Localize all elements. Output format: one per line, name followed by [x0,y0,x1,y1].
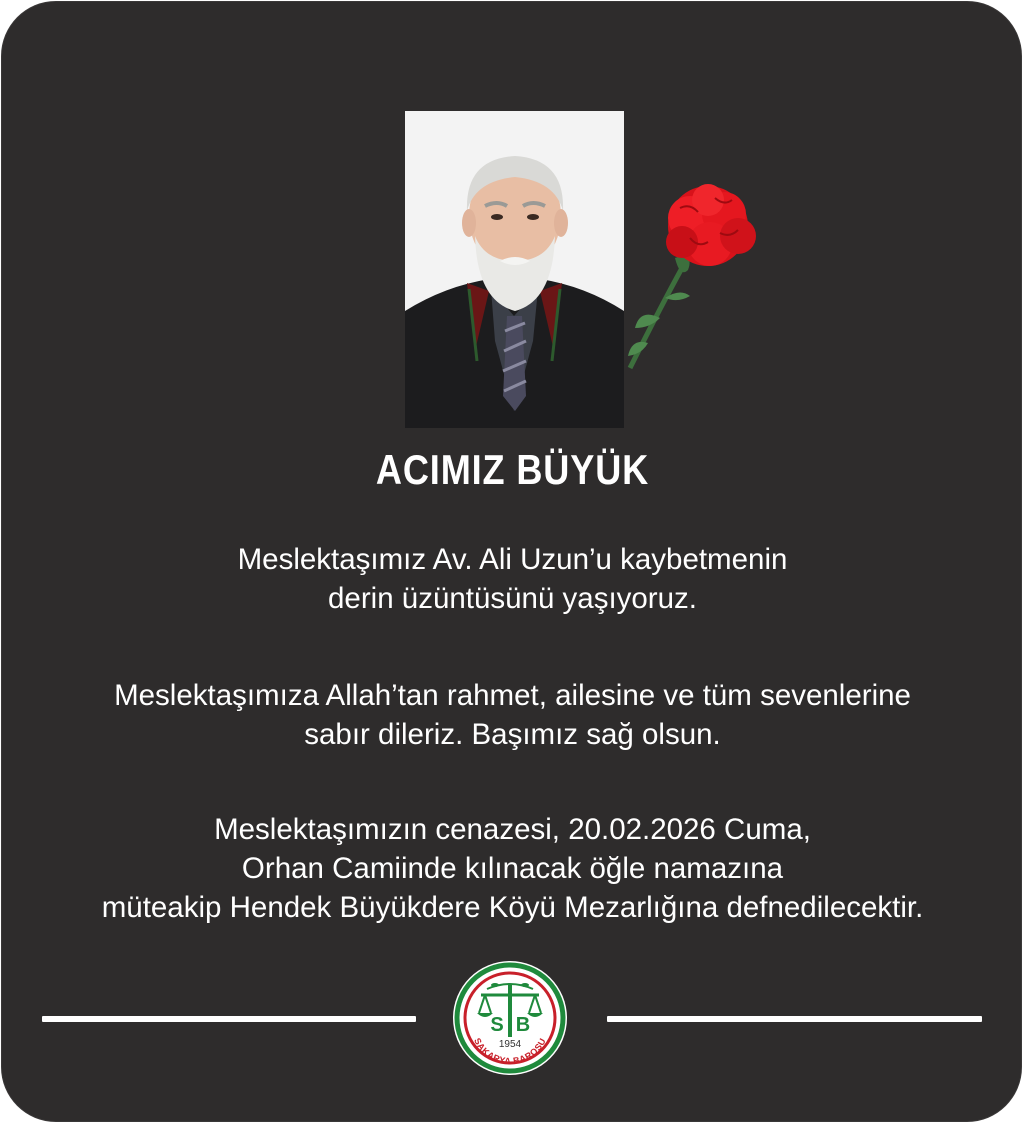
message-line: Meslektaşımız Av. Ali Uzun’u kaybetmenin [237,543,788,576]
divider-right [607,1016,982,1022]
message-line: müteakip Hendek Büyükdere Köyü Mezarlığına defnedilecektir. [101,891,924,924]
svg-text:B: B [515,1014,531,1036]
portrait-photo [405,111,624,428]
divider-left [42,1016,416,1022]
message-paragraph-1 [0,540,1025,618]
message-line: Meslektaşımıza Allah’tan rahmet, ailesine ve tüm sevenlerine [114,679,911,712]
message-paragraph-3 [0,810,1025,927]
svg-text:S: S [490,1014,504,1036]
message-paragraph-2 [0,676,1025,754]
message-line: Meslektaşımızın cenazesi, 20.02.2026 Cuma, [214,813,811,846]
message-line: derin üzüntüsünü yaşıyoruz. [328,582,697,615]
message-line: Orhan Camiinde kılınacak öğle namazına [241,852,784,885]
bar-association-logo [451,959,569,1077]
logo-year: 1954 [498,1039,522,1050]
carnation-flower-image [620,178,770,378]
logo-name: SAKARYA BAROSU [472,1036,548,1067]
message-line: sabır dileriz. Başımız sağ olsun. [304,718,721,751]
page-title: ACIMIZ BÜYÜK [375,446,650,493]
